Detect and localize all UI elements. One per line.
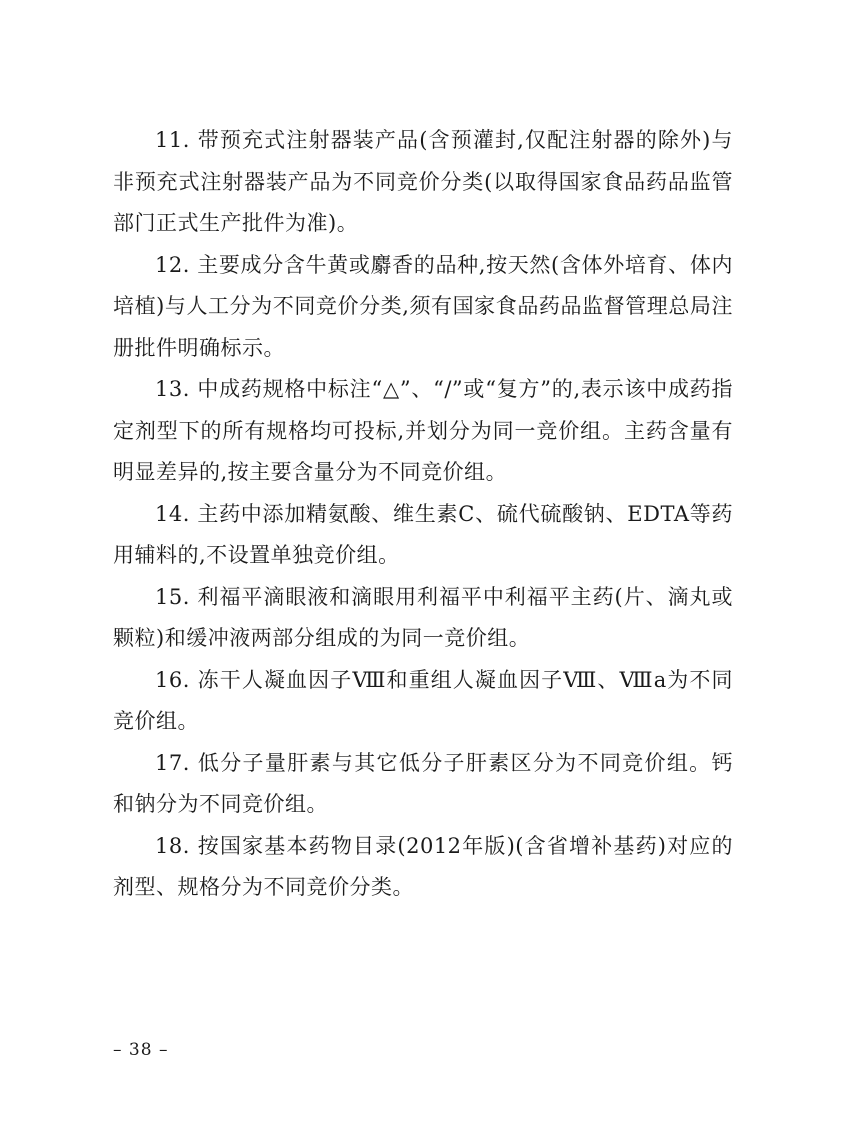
paragraph-17: 17. 低分子量肝素与其它低分子肝素区分为不同竞价组。钙和钠分为不同竞价组。 xyxy=(113,750,733,816)
paragraph-16: 16. 冻干人凝血因子Ⅷ和重组人凝血因子Ⅷ、Ⅷa为不同竞价组。 xyxy=(113,667,733,733)
page-number: – 38 – xyxy=(113,1040,169,1060)
paragraph-14: 14. 主药中添加精氨酸、维生素C、硫代硫酸钠、EDTA等药用辅料的,不设置单独竞价组。 xyxy=(113,501,733,567)
paragraph-11: 11. 带预充式注射器装产品(含预灌封,仅配注射器的除外)与非预充式注射器装产品为不同竞价分类(以取得国家食品药品监管部门正式生产批件为准)。 xyxy=(113,128,733,235)
paragraph-12: 12. 主要成分含牛黄或麝香的品种,按天然(含体外培育、体内培植)与人工分为不同竞价分类,须有国家食品药品监督管理总局注册批件明确标示。 xyxy=(113,252,733,360)
paragraph-15: 15. 利福平滴眼液和滴眼用利福平中利福平主药(片、滴丸或颗粒)和缓冲液两部分组成的为同一竞价组。 xyxy=(113,584,733,650)
document-body xyxy=(113,120,733,909)
paragraph-13: 13. 中成药规格中标注“△”、“/”或“复方”的,表示该中成药指定剂型下的所有规格均可投标,并划分为同一竞价组。主药含量有明显差异的,按主要含量分为不同竞价组。 xyxy=(113,377,733,484)
paragraph-18: 18. 按国家基本药物目录(2012年版)(含省增补基药)对应的剂型、规格分为不同竞价分类。 xyxy=(113,833,733,899)
